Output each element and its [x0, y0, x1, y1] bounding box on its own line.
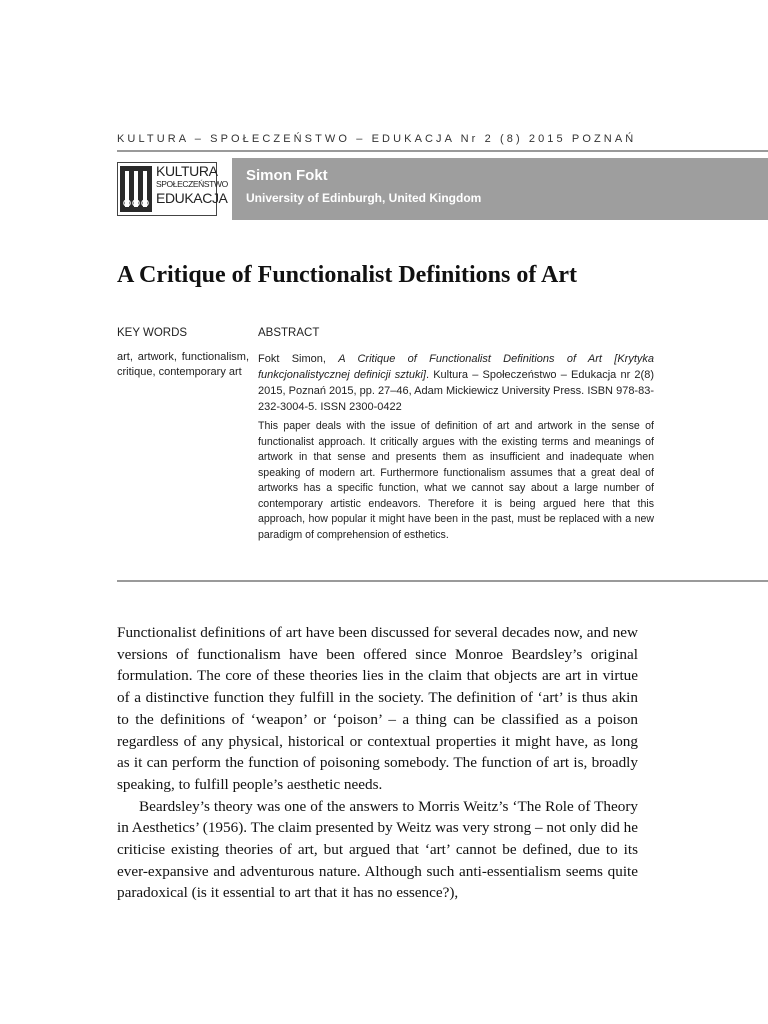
logo-line-edukacja: EDUKACJA — [156, 189, 228, 206]
journal-running-head: KULTURA – SPOŁECZEŃSTWO – EDUKACJA Nr 2 (8) 2015 POZNAŃ — [117, 133, 637, 145]
author-band — [232, 158, 768, 220]
keywords-list: art, artwork, functionalism, critique, contemporary art — [117, 351, 249, 378]
logo-wordmark — [156, 164, 228, 205]
citation-translated-title: [Krytyka funkcjonalistycznej definicji sztuki] — [258, 353, 654, 381]
header-divider — [117, 150, 768, 152]
logo-emblem-icon — [118, 163, 154, 215]
citation-details: . Kultura – Społeczeństwo – Edukacja nr 2(8) 2015, Poznań 2015, pp. 27–46, Adam Mickiewicz University Press. ISBN 978-83-232-3004-5. ISSN 2300-0422 — [258, 369, 654, 413]
abstract-text: This paper deals with the issue of definition of art and artwork in the sense of functionalist approach. It critically argues with the existing terms and meanings of artwork in that sense and presents them as insufficient and inadequate when speaking of modern art. Furthermore functionalism assumes that a great deal of artworks has a specific function, what we cannot say about a large number of contemporary artistic endeavors. Therefore it is being argued here that this approach, how popular it might have been in the past, must be replaced with a new paradigm of comprehension of esthetics. — [258, 420, 654, 541]
body-paragraph: Beardsley’s theory was one of the answers to Morris Weitz’s ‘The Role of Theory in Aesthetics’ (1956). The claim presented by Weitz was very strong – not only did he criticise existing theories of art, but argued that ‘art’ cannot be defined, due to its ever-expansive and adventurous nature. Although such anti-essentialism seems quite paradoxical (is it essential to art that it has no essence?), — [117, 797, 638, 902]
section-divider — [117, 580, 768, 582]
abstract-heading: ABSTRACT — [258, 327, 320, 339]
abstract-citation — [258, 351, 654, 415]
author-name: Simon Fokt — [246, 167, 328, 184]
logo-line-kultura: KULTURA — [156, 163, 218, 179]
article-body — [117, 622, 638, 904]
citation-author: Fokt Simon, — [258, 353, 339, 365]
author-affiliation: University of Edinburgh, United Kingdom — [246, 191, 482, 205]
article-title: A Critique of Functionalist Definitions of Art — [117, 262, 577, 288]
body-paragraph: Functionalist definitions of art have been discussed for several decades now, and new versions of functionalism have been offered since Monroe Beardsley’s original formulation. The core of these theories lies in the claim that objects are art in virtue of a distinctive function they fulfill in the society. The definition of ‘art’ is thus akin to the definitions of ‘weapon’ or ‘poison’ – a thing can be classified as a poison regardless of any physical, historical or contextual properties it might have, as long as it can perform the function of poisoning somebody. The function of art is, broadly speaking, to fulfill people’s aesthetic needs. — [117, 624, 638, 793]
journal-logo — [117, 162, 228, 216]
keywords-heading: KEY WORDS — [117, 327, 188, 339]
citation-title: A Critique of Functionalist Definitions of Art — [338, 353, 602, 365]
logo-line-spoleczenstwo: SPOŁECZEŃSTWO — [156, 179, 228, 189]
